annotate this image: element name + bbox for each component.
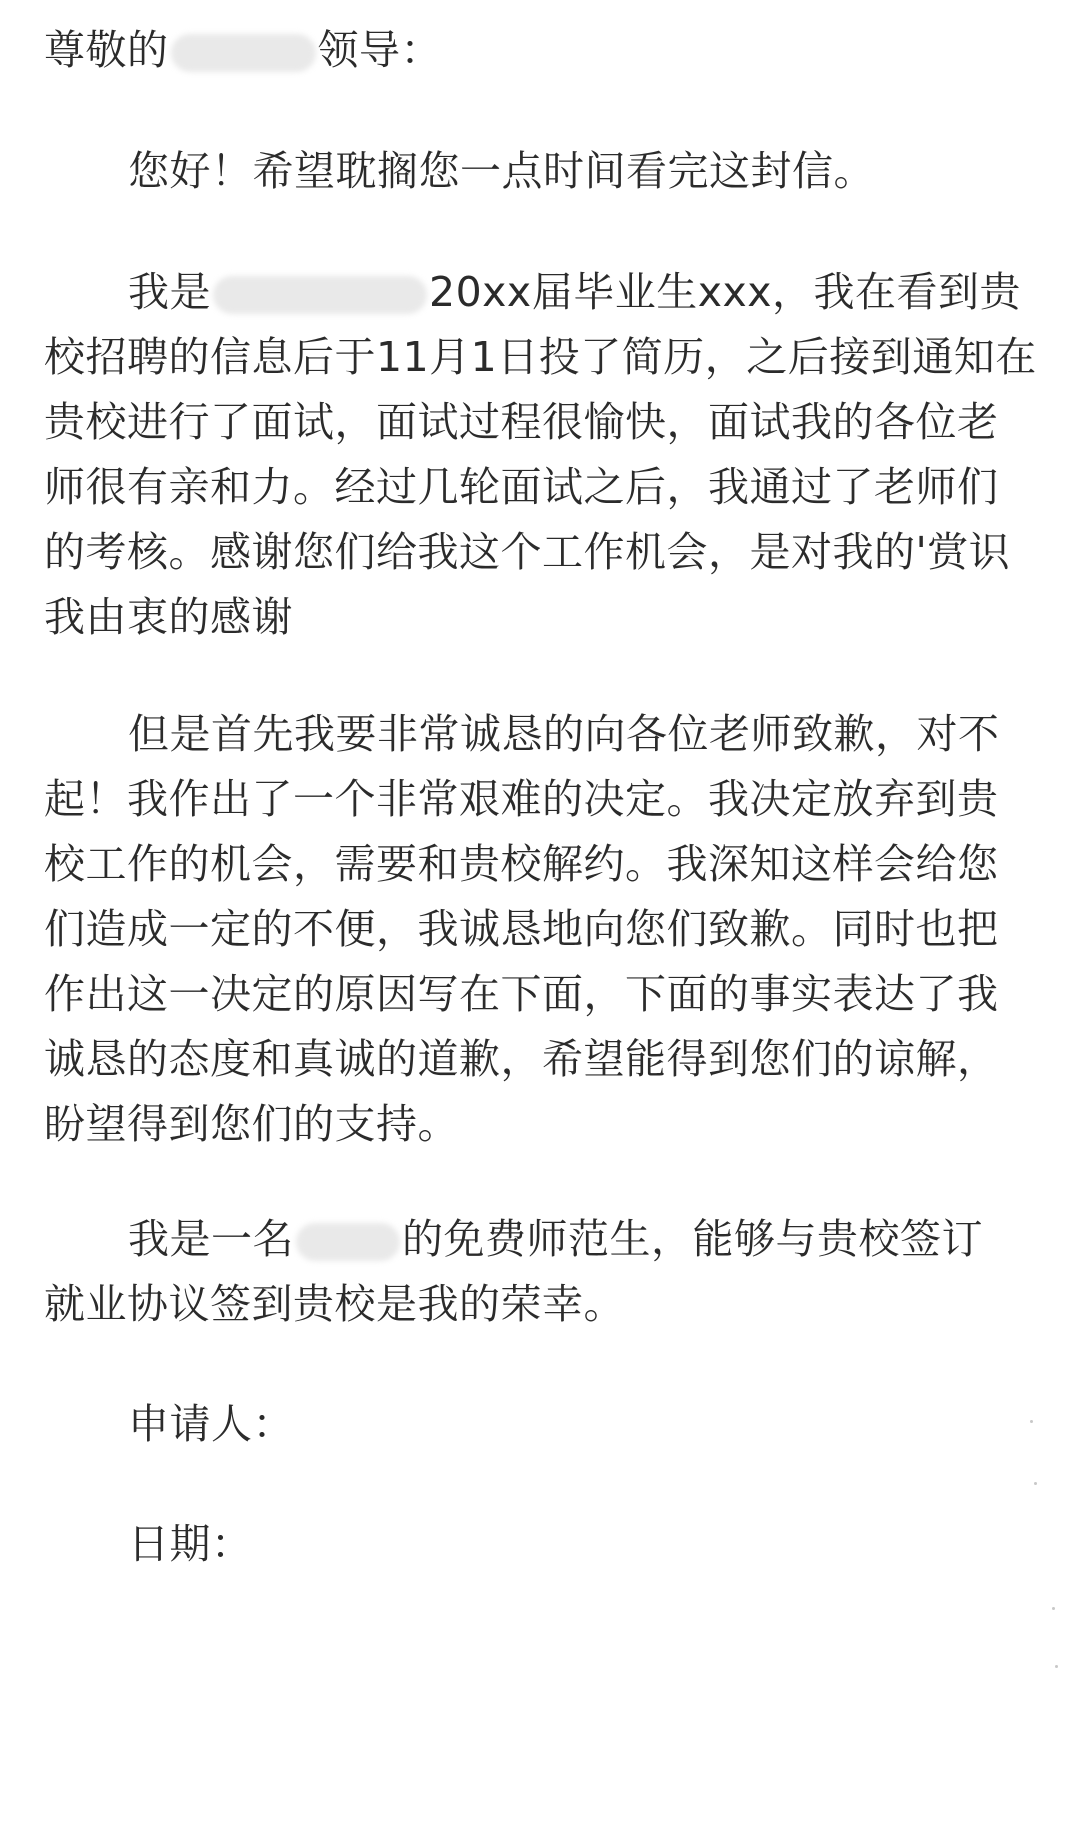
scan-speck <box>1052 1607 1055 1610</box>
intro-line-1 <box>128 265 1021 319</box>
scan-speck <box>1030 1420 1033 1423</box>
intro-line-3: 贵校进行了面试，面试过程很愉快，面试我的各位老 <box>44 398 999 446</box>
applicant-label: 申请人： <box>128 1400 294 1448</box>
reason-prefix: 我是一名 <box>128 1215 294 1263</box>
apology-line-4: 们造成一定的不便，我诚恳地向您们致歉。同时也把 <box>44 905 999 953</box>
apology-line-7: 盼望得到您们的支持。 <box>44 1100 459 1148</box>
intro-suffix: 20xx届毕业生xxx，我在看到贵 <box>429 268 1021 316</box>
redacted-university-name <box>213 276 427 314</box>
salutation-line <box>44 23 442 77</box>
apology-line-2: 起！我作出了一个非常艰难的决定。我决定放弃到贵 <box>44 775 999 823</box>
intro-line-6: 我由衷的感谢 <box>44 593 293 641</box>
reason-line-1 <box>128 1212 983 1266</box>
scan-speck <box>1055 1665 1058 1668</box>
reason-line-2: 就业协议签到贵校是我的荣幸。 <box>44 1280 625 1328</box>
intro-line-5: 的考核。感谢您们给我这个工作机会，是对我的'赏识 <box>44 528 1011 576</box>
greeting-line: 您好！希望耽搁您一点时间看完这封信。 <box>128 147 875 195</box>
apology-line-6: 诚恳的态度和真诚的道歉，希望能得到您们的谅解， <box>44 1035 999 1083</box>
apology-line-3: 校工作的机会，需要和贵校解约。我深知这样会给您 <box>44 840 999 888</box>
intro-line-2: 校招聘的信息后于11月1日投了简历，之后接到通知在 <box>44 333 1037 381</box>
intro-prefix: 我是 <box>128 268 211 316</box>
date-label: 日期： <box>128 1520 253 1568</box>
redacted-normal-university <box>296 1223 400 1261</box>
redacted-school-name <box>171 34 316 72</box>
apology-line-5: 作出这一决定的原因写在下面，下面的事实表达了我 <box>44 970 999 1018</box>
salutation-text-end: 领导： <box>317 26 442 74</box>
reason-suffix: 的免费师范生，能够与贵校签订 <box>402 1215 983 1263</box>
scan-speck <box>1034 1482 1037 1485</box>
intro-line-4: 师很有亲和力。经过几轮面试之后，我通过了老师们 <box>44 463 999 511</box>
salutation-text-start: 尊敬的 <box>44 26 169 74</box>
apology-line-1: 但是首先我要非常诚恳的向各位老师致歉，对不 <box>128 710 1000 758</box>
